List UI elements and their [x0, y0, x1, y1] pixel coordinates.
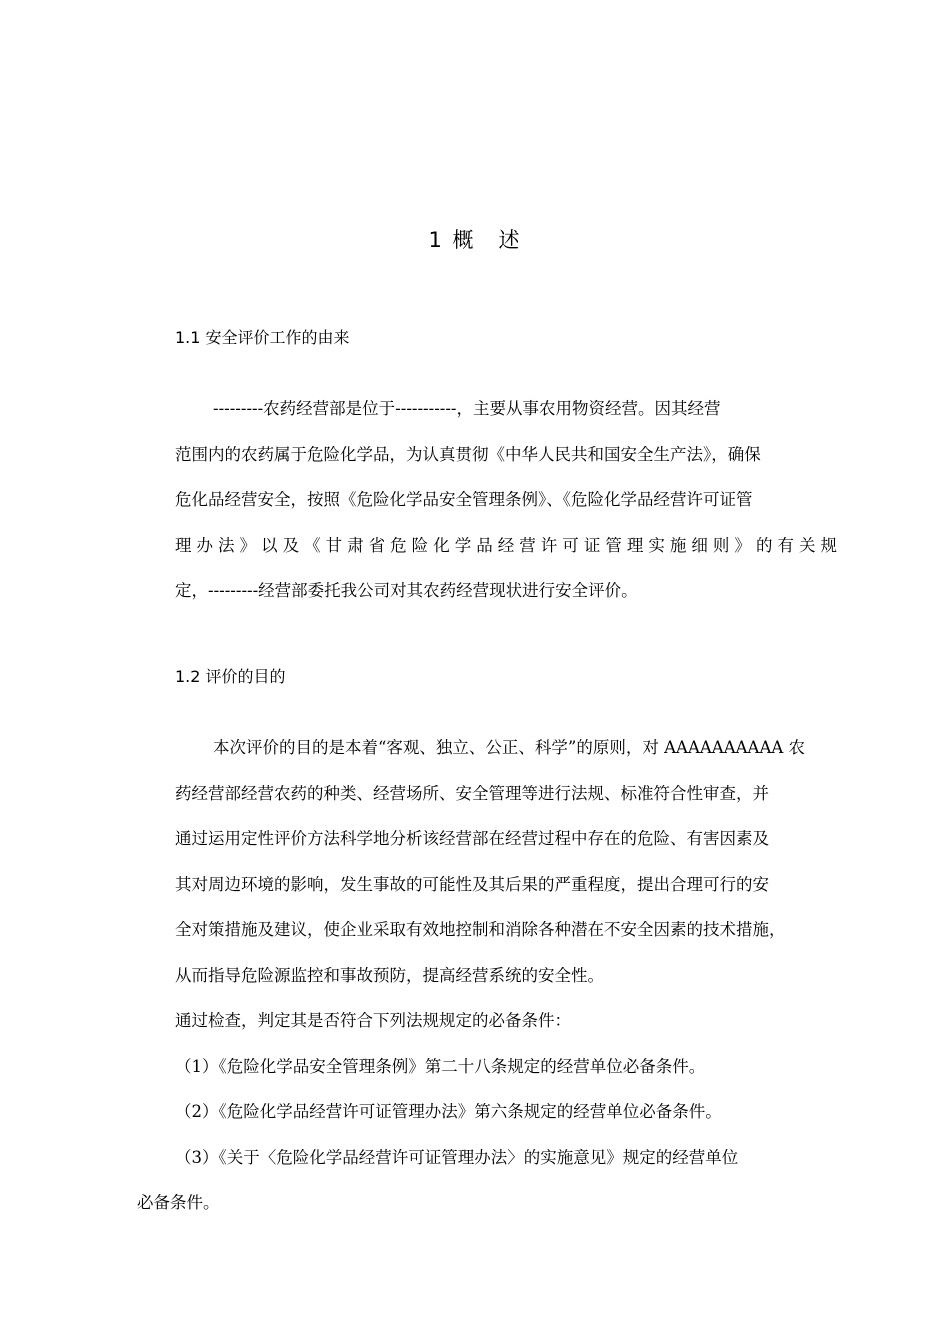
paragraph-line: 全对策措施及建议，使企业采取有效地控制和消除各种潜在不安全因素的技术措施， [175, 920, 786, 939]
paragraph-line: 其对周边环境的影响，发生事故的可能性及其后果的严重程度，提出合理可行的安 [175, 874, 769, 894]
paragraph-line: 范围内的农药属于危险化学品，为认真贯彻《中华人民共和国安全生产法》，确保 [175, 444, 761, 464]
paragraph-line: 通过运用定性评价方法科学地分析该经营部在经营过程中存在的危险、有害因素及 [175, 829, 769, 848]
paragraph-line: 通过检查，判定其是否符合下列法规规定的必备条件： [175, 1011, 571, 1030]
check-paragraph [137, 998, 837, 1226]
condition-item-3: （3）《关于〈危险化学品经营许可证管理办法〉的实施意见》规定的经营单位 [175, 1147, 739, 1167]
condition-item-1: （1）《危险化学品安全管理条例》第二十八条规定的经营单位必备条件。 [175, 1056, 706, 1076]
section-heading-1-1: 1.1 安全评价工作的由来 [175, 328, 350, 347]
chapter-title: 1 概 述 [428, 228, 522, 252]
paragraph-line: 本次评价的目的是本着“客观、独立、公正、科学”的原则，对 AAAAAAAAAA 农 [213, 738, 806, 757]
paragraph-line: 从而指导危险源监控和事故预防，提高经营系统的安全性。 [175, 965, 604, 985]
paragraph-line: 理办法》以及《甘肃省危险化学品经营许可证管理实施细则》的有关规 [175, 535, 837, 555]
paragraph-line: 药经营部经营农药的种类、经营场所、安全管理等进行法规、标准符合性审查，并 [175, 783, 769, 803]
paragraph-line: ---------农药经营部是位于-----------，主要从事农用物资经营。因其经营 [213, 399, 721, 418]
paragraph-purpose [137, 725, 837, 998]
condition-item-3-tail: 必备条件。 [137, 1193, 220, 1212]
paragraph-line: 定，---------经营部委托我公司对其农药经营现状进行安全评价。 [175, 581, 638, 600]
condition-item-2: （2）《危险化学品经营许可证管理办法》第六条规定的经营单位必备条件。 [175, 1102, 722, 1121]
section-heading-1-2: 1.2 评价的目的 [175, 667, 286, 686]
paragraph-origin [137, 386, 837, 614]
paragraph-line: 危化品经营安全，按照《危险化学品安全管理条例》、《危险化学品经营许可证管 [175, 490, 753, 509]
